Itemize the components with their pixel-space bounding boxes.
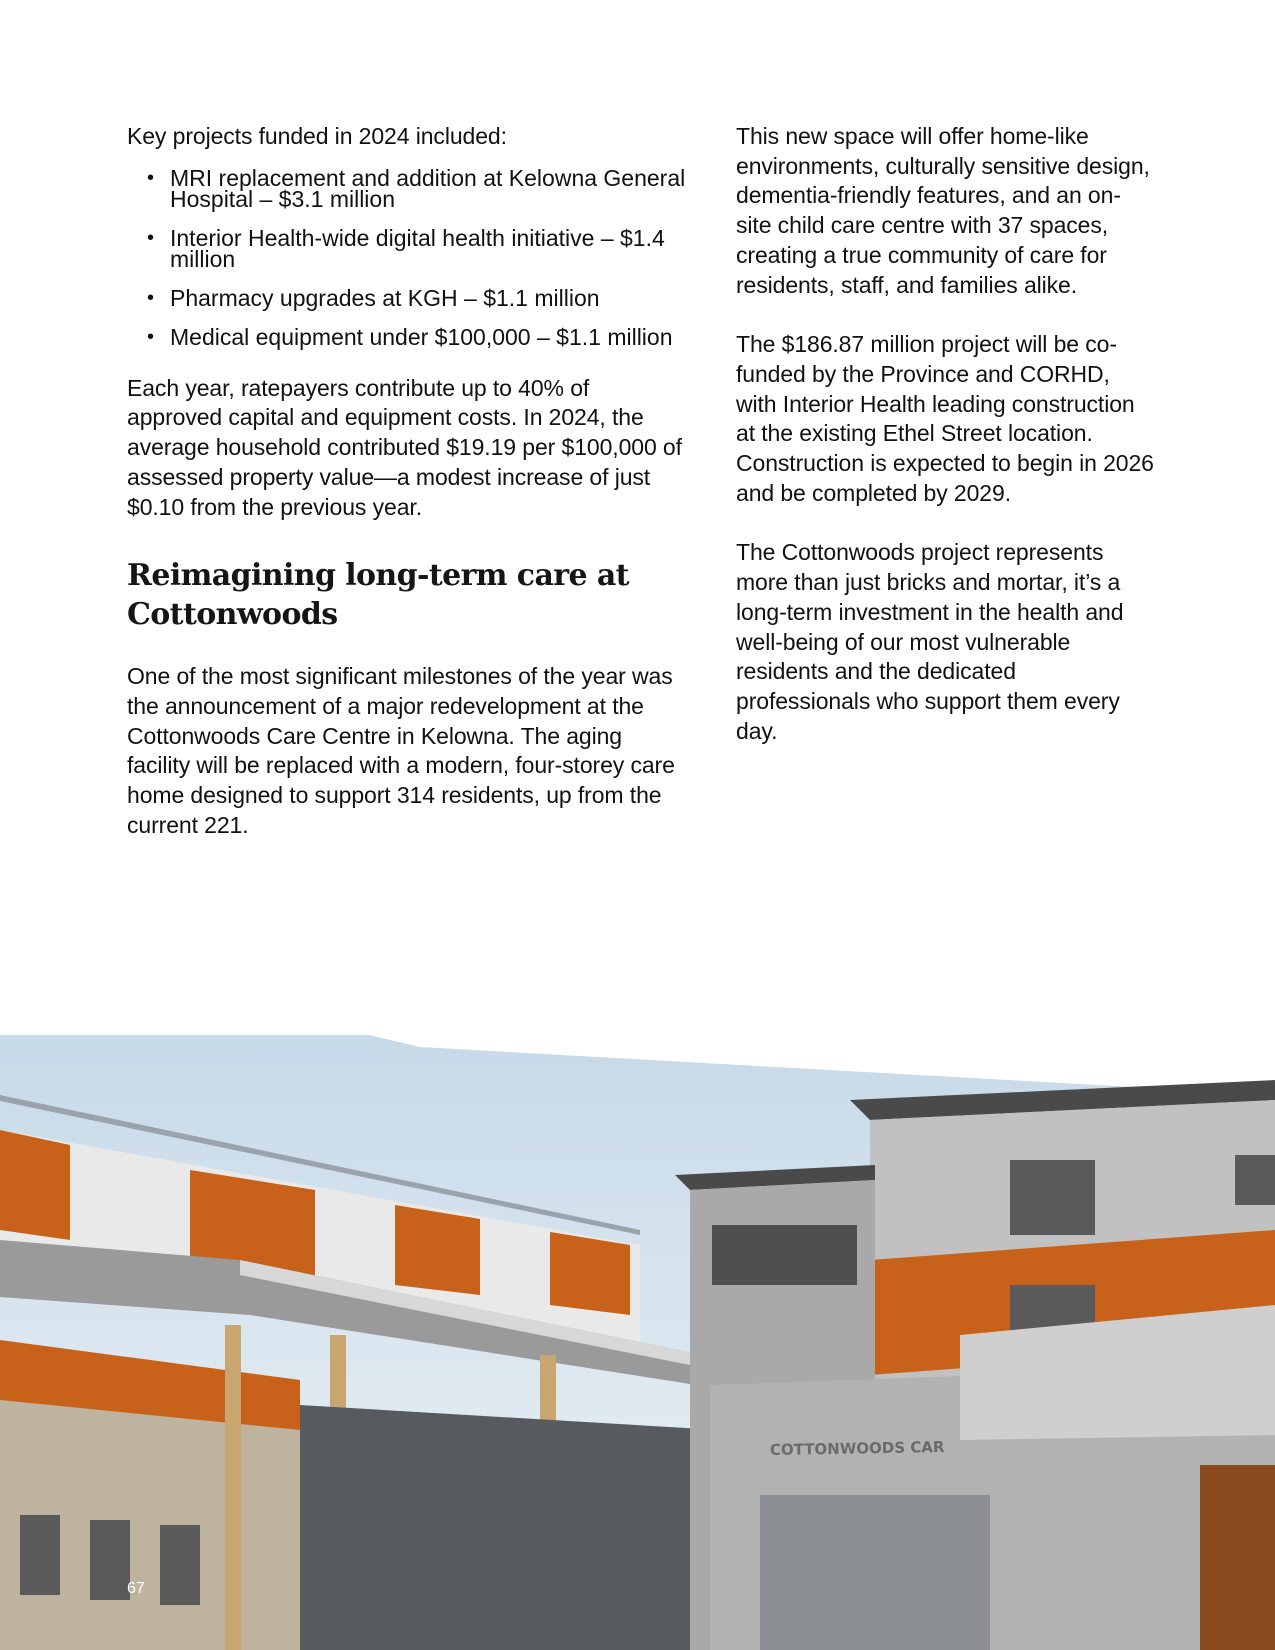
- page-number: 67: [127, 1580, 145, 1597]
- list-item: • Interior Health-wide digital health initiative – $1.4 million: [147, 224, 665, 272]
- bullet-icon: •: [147, 226, 155, 249]
- cottonwoods-rendering: [0, 1035, 1275, 1650]
- window: [1010, 1160, 1095, 1235]
- investment-paragraph: The Cottonwoods project represents more than just bricks and mortar, it’s a long-term investment in the health and well-being of our most vulnerable residents and the dedicated professionals who support them every day.: [736, 539, 1124, 744]
- funding-paragraph: The $186.87 million project will be co-funded by the Province and CORHD, with Interior Health leading construction at the existing Ethel Street location. Construction is expected to begin in 2026 and be completed by 2029.: [736, 331, 1154, 506]
- window: [20, 1515, 60, 1595]
- bullet-icon: •: [147, 325, 155, 348]
- list-item: • Pharmacy upgrades at KGH – $1.1 million: [147, 284, 600, 311]
- building-sign: COTTONWOODS CAR: [769, 1437, 945, 1459]
- list-item: • MRI replacement and addition at Kelowna General Hospital – $3.1 million: [147, 164, 686, 212]
- timber-panel: [1200, 1465, 1275, 1650]
- orange-panel: [550, 1232, 630, 1315]
- section-heading: Reimagining long-term care at Cottonwoods: [127, 558, 629, 633]
- window: [90, 1520, 130, 1600]
- window: [160, 1525, 200, 1605]
- funded-projects-list: [127, 164, 687, 350]
- window: [1235, 1155, 1275, 1205]
- bullet-icon: •: [147, 286, 155, 309]
- milestone-paragraph: One of the most significant milestones of the year was the announcement of a major redevelopment at the Cottonwoods Care Centre in Kelowna. The aging facility will be replaced with a modern, four-storey care home designed to support 314 residents, up from the current 221.: [127, 663, 675, 838]
- left-column: [127, 122, 687, 840]
- timber-post: [225, 1325, 241, 1650]
- orange-panel: [395, 1205, 480, 1295]
- glass-entry: [760, 1495, 990, 1650]
- window: [712, 1225, 857, 1285]
- list-item: • Medical equipment under $100,000 – $1.1 million: [147, 323, 673, 350]
- orange-panel: [0, 1130, 70, 1240]
- intro-text: Key projects funded in 2024 included:: [127, 123, 507, 149]
- ratepayers-paragraph: Each year, ratepayers contribute up to 40% of approved capital and equipment costs. In 2024, the average household contributed $19.19 per $100,000 of assessed property value—a modest increase of just $0.10 from the previous year.: [127, 374, 682, 520]
- center-building: [300, 1405, 720, 1650]
- bullet-icon: •: [147, 166, 155, 189]
- spaces-paragraph: This new space will offer home-like environments, culturally sensitive design, dementia-friendly features, and an on-site child care centre with 37 spaces, creating a true community of care for residents, staff, and families alike.: [736, 123, 1150, 298]
- right-column: [736, 122, 1156, 776]
- window: [1010, 1285, 1095, 1330]
